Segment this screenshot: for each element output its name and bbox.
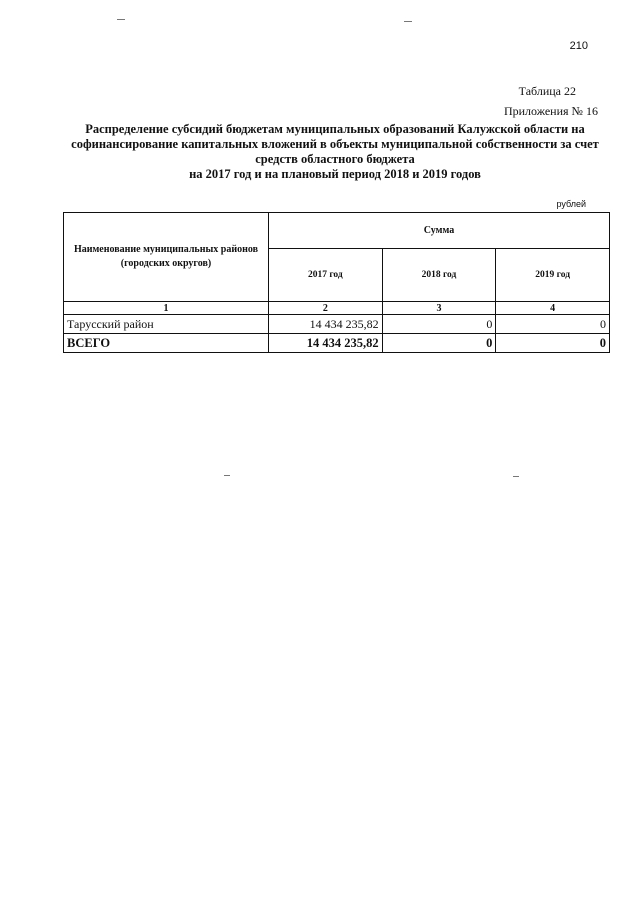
column-number-row [64, 302, 610, 315]
value-2017: 14 434 235,82 [269, 315, 383, 334]
units-label: рублей [556, 199, 586, 209]
total-2017: 14 434 235,82 [269, 334, 383, 353]
budget-table [63, 212, 610, 353]
header-year: 2017 год [269, 249, 383, 302]
title-line: средств областного бюджета [255, 152, 415, 166]
total-2018: 0 [382, 334, 496, 353]
header-year: 2019 год [496, 249, 610, 302]
title-line: Распределение субсидий бюджетам муниципальных образований Калужской области на [85, 122, 585, 136]
page-number: 210 [569, 40, 588, 52]
document-title [60, 122, 610, 182]
district-name: Тарусский район [64, 315, 269, 334]
table-row [64, 315, 610, 334]
column-number: 3 [382, 302, 496, 315]
title-line: на 2017 год и на плановый период 2018 и 2019 годов [189, 167, 481, 181]
column-number: 4 [496, 302, 610, 315]
header-sum: Сумма [269, 213, 610, 249]
header-year: 2018 год [382, 249, 496, 302]
scan-mark [224, 475, 230, 476]
header-name: Наименование муниципальных районов (городских округов) [64, 213, 269, 302]
value-2019: 0 [496, 315, 610, 334]
total-row [64, 334, 610, 353]
total-2019: 0 [496, 334, 610, 353]
appendix-label: Приложения № 16 [503, 104, 598, 118]
title-line: софинансирование капитальных вложений в объекты муниципальной собственности за счет [71, 137, 599, 151]
column-number: 2 [269, 302, 383, 315]
total-label: ВСЕГО [64, 334, 269, 353]
scan-mark [404, 21, 412, 22]
scan-mark [513, 476, 519, 477]
value-2018: 0 [382, 315, 496, 334]
table-label: Таблица 22 [518, 84, 576, 98]
column-number: 1 [64, 302, 269, 315]
scan-mark [117, 19, 125, 20]
